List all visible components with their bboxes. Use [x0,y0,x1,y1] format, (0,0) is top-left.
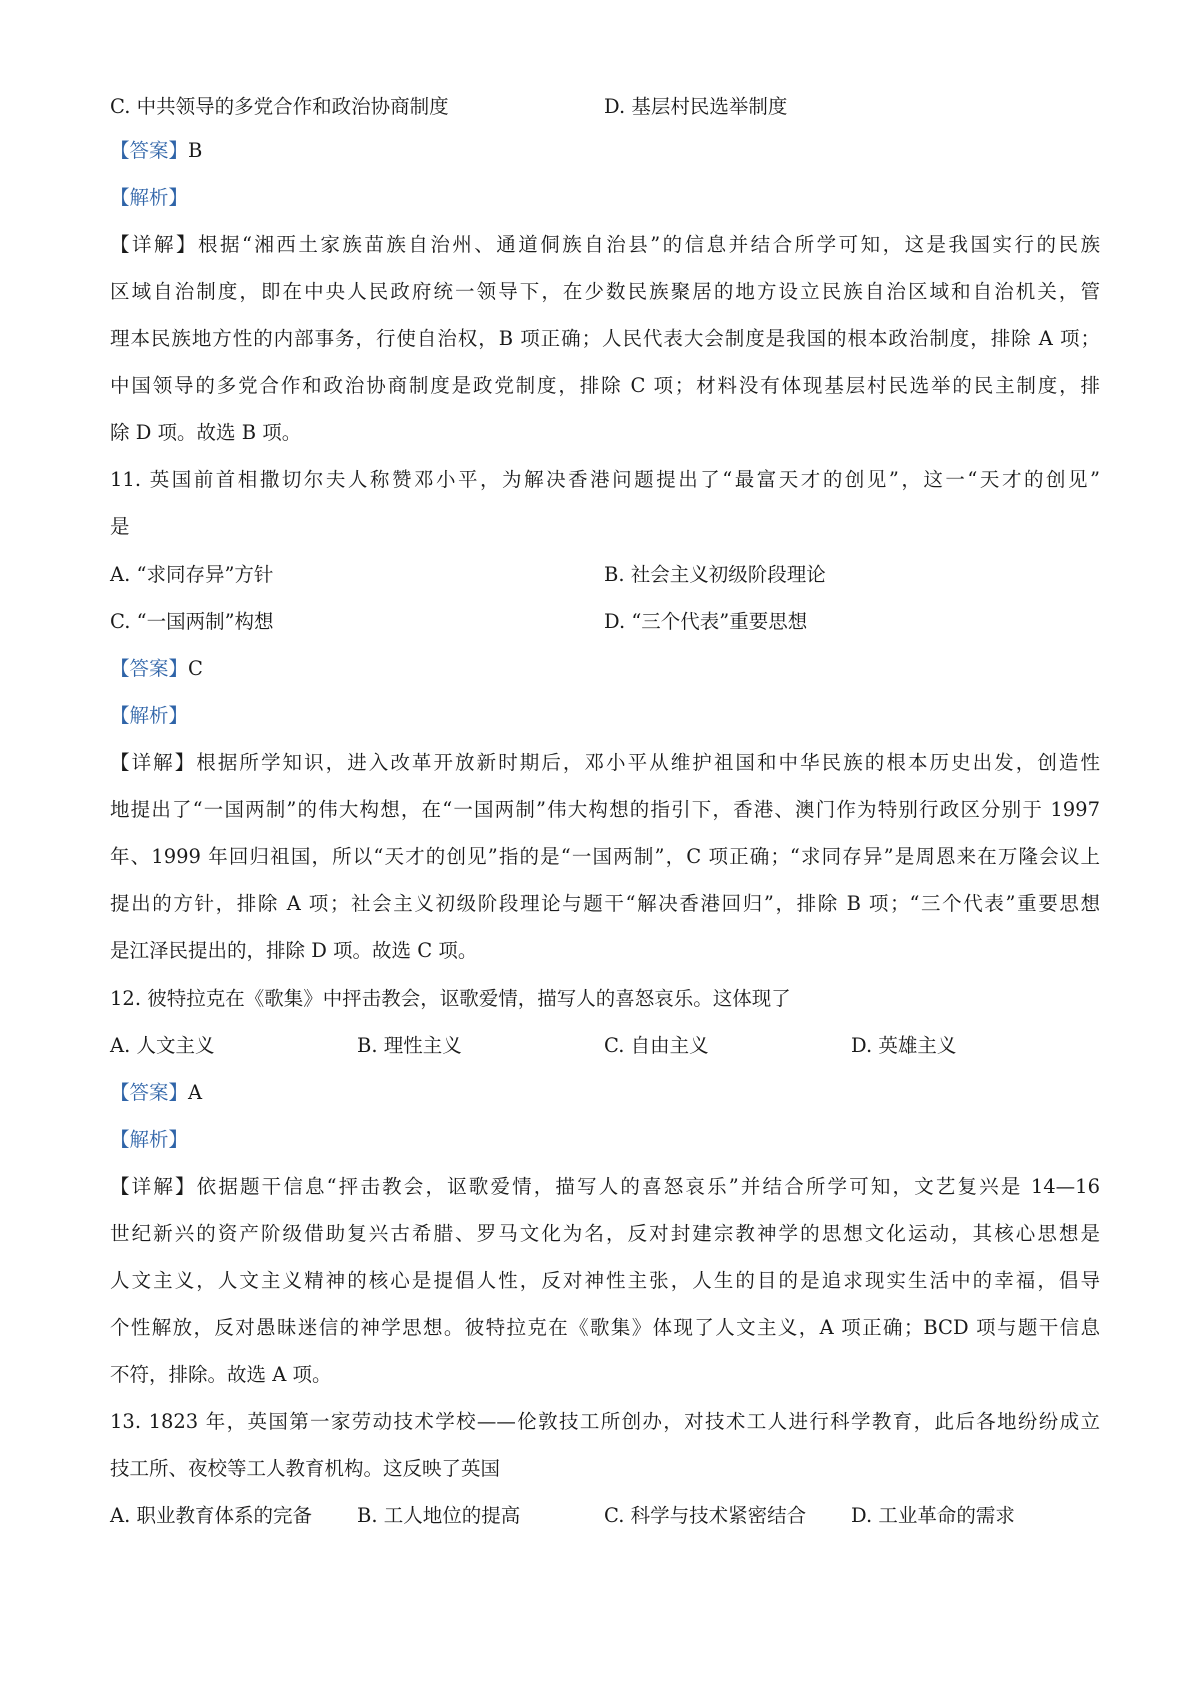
answer-tag: 【答案】 [110,657,189,680]
detail-text: 依据题干信息“抨击教会，讴歌爱情，描写人的喜怒哀乐”并结合所学可知，文艺复兴是 14—16 [196,1175,1100,1198]
q10-option-c: C. 中共领导的多党合作和政治协商制度 [110,95,449,118]
q12-option-c: C. 自由主义 [604,1034,709,1057]
q11-detail-line: 年、1999 年回归祖国，所以“天才的创见”指的是“一国两制”，C 项正确；“求同存异”是周恩来在万隆会议上 [110,845,1100,868]
detail-tag: 【详解】 [110,751,197,774]
q13-option-d: D. 工业革命的需求 [851,1504,1015,1527]
q12-detail-line: 世纪新兴的资产阶级借助复兴古希腊、罗马文化为名，反对封建宗教神学的思想文化运动，其核心思想是 [110,1222,1100,1245]
q10-detail-line: 除 D 项。故选 B 项。 [110,421,302,444]
q10-analysis-tag: 【解析】 [110,186,189,209]
q12-detail-line [110,1172,1100,1202]
q12-option-a: A. 人文主义 [110,1034,215,1057]
q11-option-b: B. 社会主义初级阶段理论 [604,563,826,586]
detail-text: 根据所学知识，进入改革开放新时期后，邓小平从维护祖国和中华民族的根本历史出发，创造性 [196,751,1100,774]
q11-detail-line: 地提出了“一国两制”的伟大构想，在“一国两制”伟大构想的指引下，香港、澳门作为特别行政区分别于 1997 [110,798,1100,821]
q10-detail-line: 中国领导的多党合作和政治协商制度是政党制度，排除 C 项；材料没有体现基层村民选举的民主制度，排 [110,374,1100,397]
detail-text: 根据“湘西土家族苗族自治州、通道侗族自治县”的信息并结合所学可知，这是我国实行的民族 [197,233,1100,256]
q10-detail-line: 区域自治制度，即在中央人民政府统一领导下，在少数民族聚居的地方设立民族自治区域和自治机关，管 [110,280,1100,303]
detail-tag: 【详解】 [110,1175,197,1198]
q10-option-d: D. 基层村民选举制度 [604,95,788,118]
q12-answer-line [110,1078,1100,1108]
answer-tag: 【答案】 [110,139,189,162]
q10-answer-line [110,136,1100,166]
answer-tag: 【答案】 [110,1081,189,1104]
q13-stem-line: 技工所、夜校等工人教育机构。这反映了英国 [110,1457,501,1480]
q10-detail-line: 理本民族地方性的内部事务，行使自治权，B 项正确；人民代表大会制度是我国的根本政治制度，排除 A 项； [110,327,1100,350]
q12-stem: 12. 彼特拉克在《歌集》中抨击教会，讴歌爱情，描写人的喜怒哀乐。这体现了 [110,987,791,1010]
answer-value: C [188,657,203,680]
q11-stem-line: 是 [110,515,130,538]
q11-detail-line [110,748,1100,778]
q11-option-a: A. “求同存异”方针 [110,563,274,586]
q11-stem-line: 11. 英国前首相撒切尔夫人称赞邓小平，为解决香港问题提出了“最富天才的创见”，这一“天才的创见” [110,468,1100,491]
q12-option-b: B. 理性主义 [357,1034,462,1057]
answer-value: B [188,139,203,162]
answer-value: A [188,1081,203,1104]
q11-option-c: C. “一国两制”构想 [110,610,274,633]
q11-detail-line: 提出的方针，排除 A 项；社会主义初级阶段理论与题干“解决香港回归”，排除 B 项；“三个代表”重要思想 [110,892,1100,915]
q13-option-a: A. 职业教育体系的完备 [110,1504,312,1527]
q12-detail-line: 不符，排除。故选 A 项。 [110,1363,332,1386]
detail-tag: 【详解】 [110,233,198,256]
q12-option-d: D. 英雄主义 [851,1034,957,1057]
q11-detail-line: 是江泽民提出的，排除 D 项。故选 C 项。 [110,939,478,962]
q11-analysis-tag: 【解析】 [110,704,189,727]
q13-option-b: B. 工人地位的提高 [357,1504,521,1527]
q12-detail-line: 个性解放，反对愚昧迷信的神学思想。彼特拉克在《歌集》体现了人文主义，A 项正确；BCD 项与题干信息 [110,1316,1100,1339]
q12-analysis-tag: 【解析】 [110,1128,189,1151]
q11-answer-line [110,654,1100,684]
q11-option-d: D. “三个代表”重要思想 [604,610,808,633]
q12-detail-line: 人文主义，人文主义精神的核心是提倡人性，反对神性主张，人生的目的是追求现实生活中的幸福，倡导 [110,1269,1100,1292]
q13-option-c: C. 科学与技术紧密结合 [604,1504,807,1527]
q13-stem-line: 13. 1823 年，英国第一家劳动技术学校——伦敦技工所创办，对技术工人进行科学教育，此后各地纷纷成立 [110,1410,1100,1433]
q10-detail-line [110,230,1100,260]
